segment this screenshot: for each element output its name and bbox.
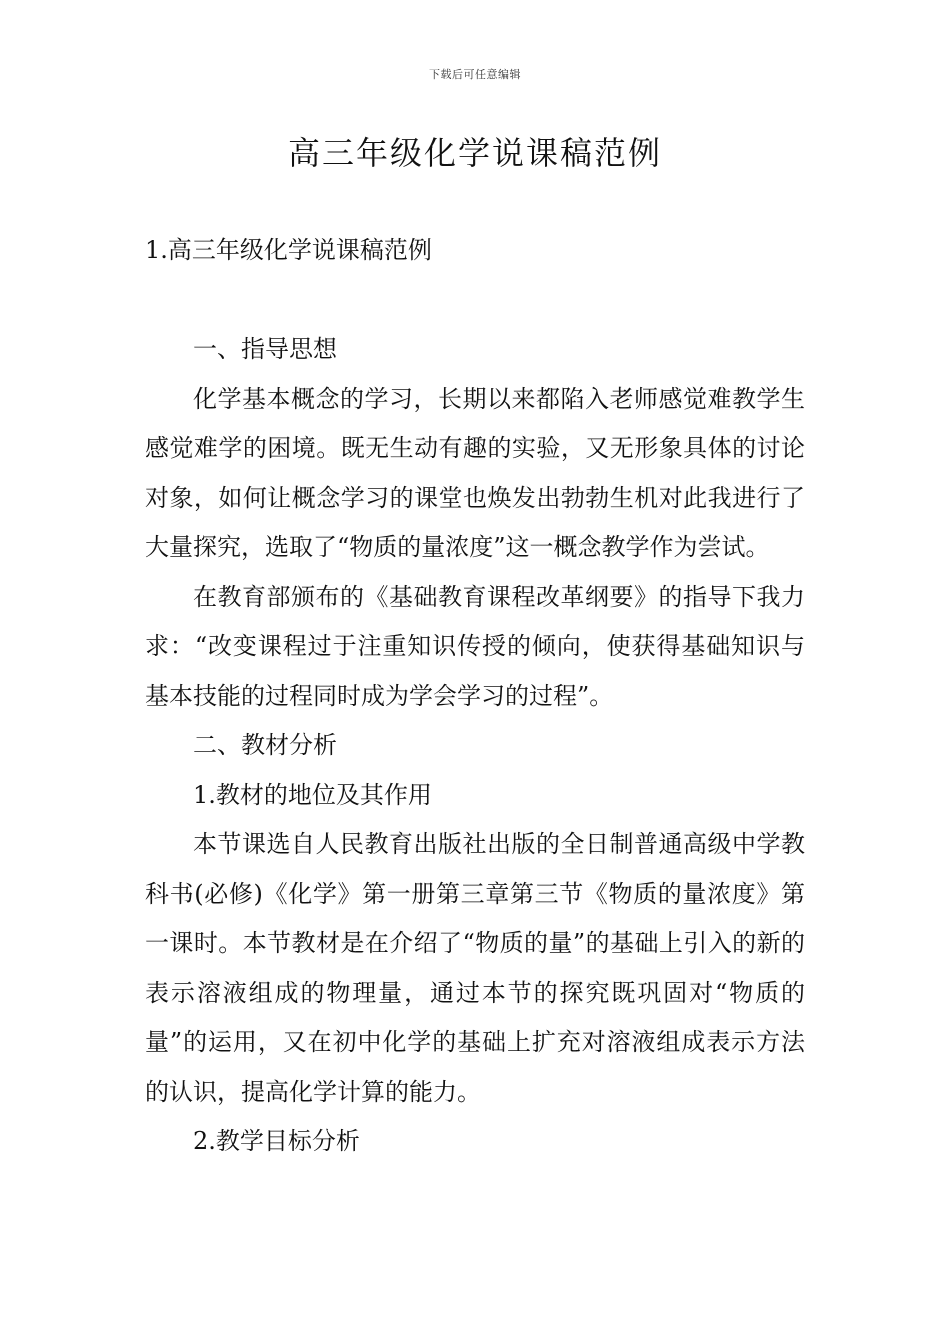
paragraph: 在教育部颁布的《基础教育课程改革纲要》的指导下我力求：“改变课程过于注重知识传授的倾向，使获得基础知识与基本技能的过程同时成为学会学习的过程”。 <box>145 582 805 710</box>
document-title: 高三年级化学说课稿范例 <box>287 134 662 172</box>
paragraph: 化学基本概念的学习，长期以来都陷入老师感觉难教学生感觉难学的困境。既无生动有趣的实验，又无形象具体的讨论对象，如何让概念学习的课堂也焕发出勃勃生机对此我进行了大量探究，选取了“物质的量浓度”这一概念教学作为尝试。 <box>145 384 805 561</box>
paragraph: 本节课选自人民教育出版社出版的全日制普通高级中学教科书(必修)《化学》第一册第三章第三节《物质的量浓度》第一课时。本节教材是在介绍了“物质的量”的基础上引入的新的表示溶液组成的物理量，通过本节的探究既巩固对“物质的量”的运用，又在初中化学的基础上扩充对溶液组成表示方法的认识，提高化学计算的能力。 <box>145 830 805 1106</box>
document-subtitle: 1.高三年级化学说课稿范例 <box>145 236 432 264</box>
subsection-heading-teaching-goals: 2.教学目标分析 <box>193 1127 360 1155</box>
subsection-heading-position-role: 1.教材的地位及其作用 <box>193 780 432 809</box>
section-heading-textbook-analysis: 二、教材分析 <box>193 731 337 759</box>
document-body <box>145 325 805 1167</box>
section-heading-guiding-ideology: 一、指导思想 <box>193 335 337 363</box>
header-note: 下载后可任意编辑 <box>429 68 521 81</box>
